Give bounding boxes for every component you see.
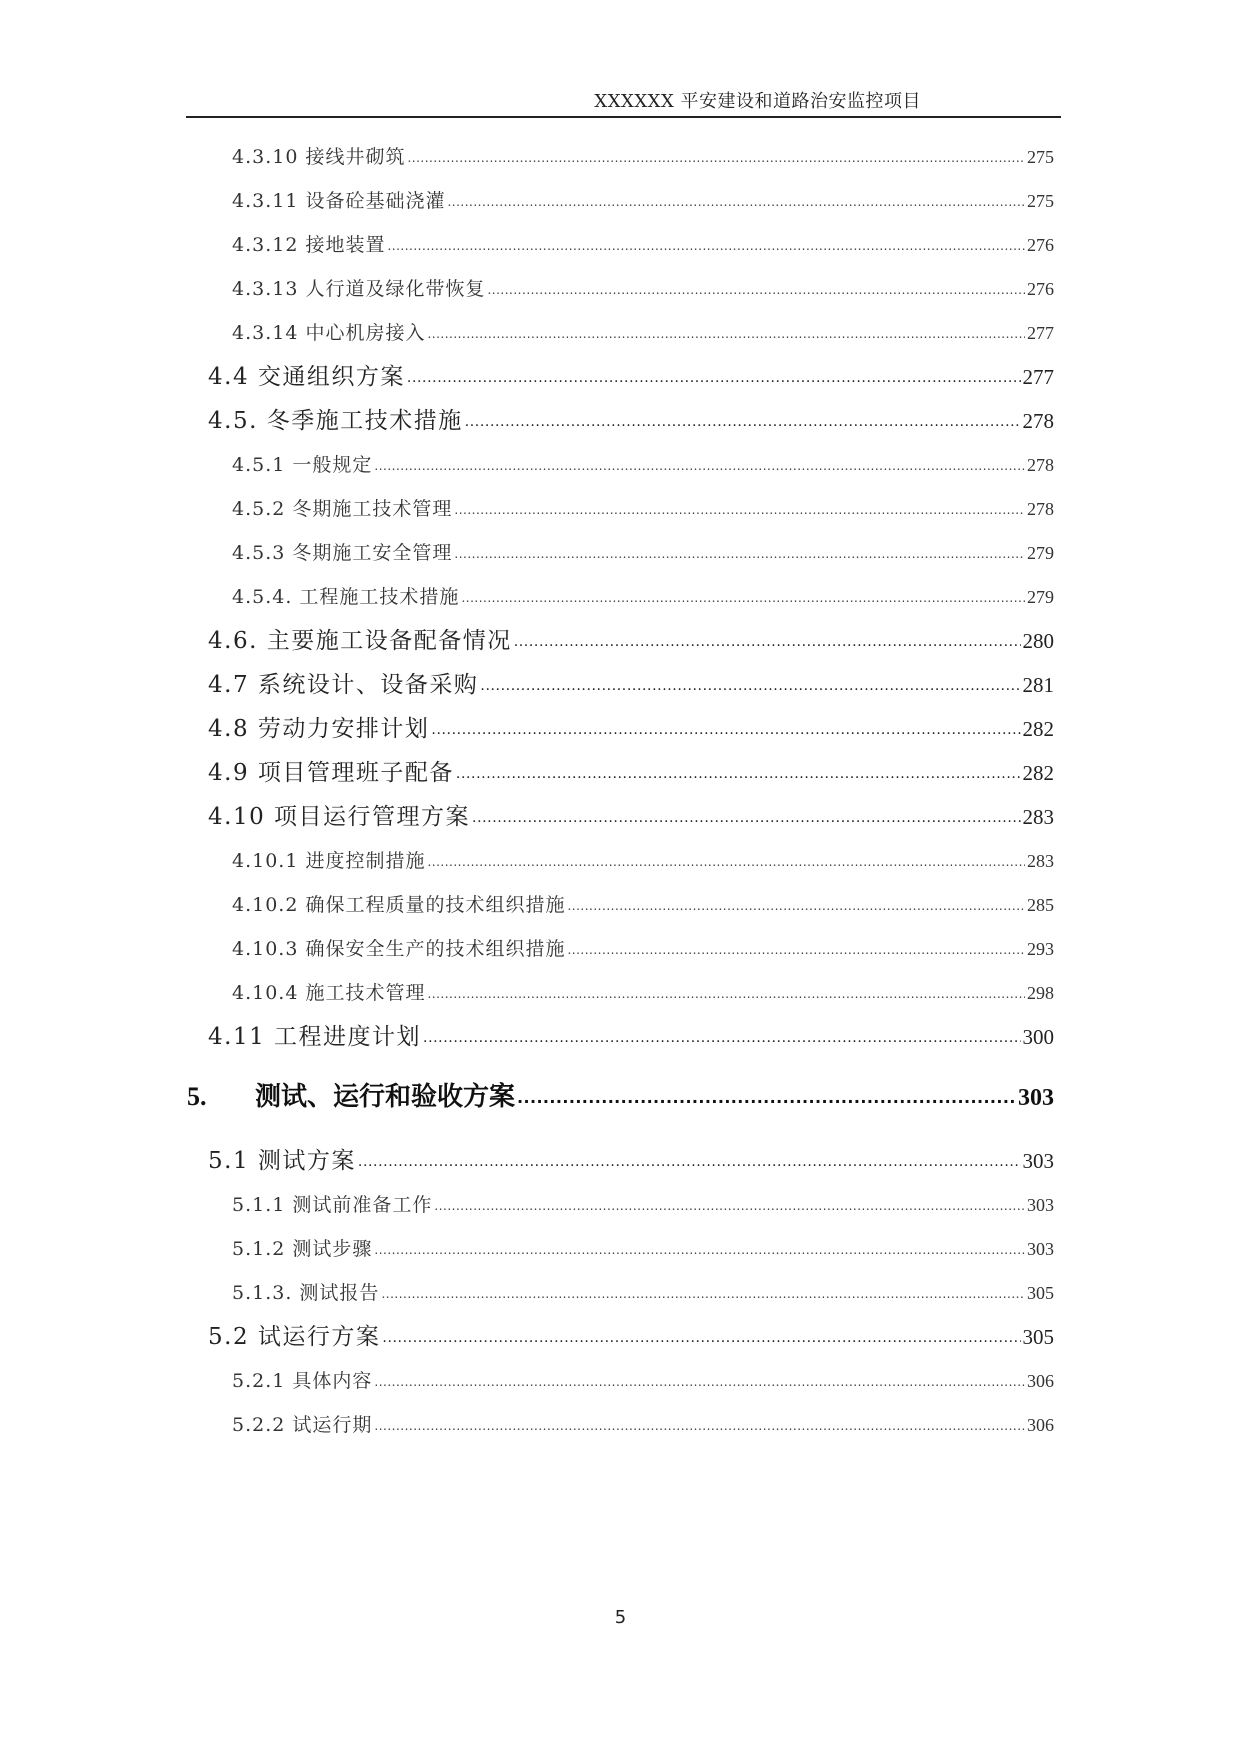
toc-entry-page: 293 bbox=[1027, 939, 1054, 959]
dot-leader bbox=[381, 1280, 1025, 1299]
toc-entry-label: 4.10 项目运行管理方案 bbox=[208, 804, 471, 830]
toc-entry-label: 5.2.2 试运行期 bbox=[232, 1414, 373, 1436]
dot-leader bbox=[387, 232, 1025, 251]
toc-entry-label: 4.5.2 冬期施工技术管理 bbox=[232, 498, 453, 520]
toc-entry-label bbox=[187, 1076, 515, 1113]
dot-leader bbox=[374, 452, 1025, 471]
dot-leader bbox=[427, 320, 1025, 339]
toc-entry[interactable] bbox=[208, 358, 1054, 391]
dot-leader bbox=[427, 980, 1025, 999]
toc-entry-page: 306 bbox=[1027, 1415, 1054, 1435]
toc-entry-page: 277 bbox=[1022, 365, 1054, 389]
toc-entry-page: 277 bbox=[1027, 323, 1054, 343]
dot-leader bbox=[358, 1145, 1021, 1168]
toc-entry-page: 282 bbox=[1022, 717, 1054, 741]
toc-entry[interactable] bbox=[232, 494, 1054, 521]
toc-entry-page: 305 bbox=[1027, 1283, 1054, 1303]
toc-entry-page: 303 bbox=[1022, 1149, 1054, 1173]
page-header bbox=[186, 84, 1061, 118]
toc-entry-page: 303 bbox=[1027, 1195, 1054, 1215]
toc-entry-page: 283 bbox=[1022, 805, 1054, 829]
toc-entry-label: 5.1.1 测试前准备工作 bbox=[232, 1194, 433, 1216]
dot-leader bbox=[407, 361, 1021, 384]
dot-leader bbox=[454, 496, 1025, 515]
toc-entry-page: 278 bbox=[1027, 499, 1054, 519]
toc-entry-label: 4.7 系统设计、设备采购 bbox=[208, 672, 479, 698]
toc-entry-page: 282 bbox=[1022, 761, 1054, 785]
toc-entry-page: 280 bbox=[1022, 629, 1054, 653]
dot-leader bbox=[427, 848, 1025, 867]
toc-entry-label: 4.11 工程进度计划 bbox=[208, 1024, 422, 1050]
dot-leader bbox=[517, 1079, 1016, 1105]
toc-entry[interactable] bbox=[232, 1234, 1054, 1261]
toc-entry-page: 283 bbox=[1027, 851, 1054, 871]
toc-entry-label: 4.5.1 一般规定 bbox=[232, 454, 373, 476]
toc-entry[interactable] bbox=[208, 798, 1054, 831]
toc-entry-label: 4.3.13 人行道及绿化带恢复 bbox=[232, 278, 486, 300]
dot-leader bbox=[461, 584, 1025, 603]
toc-entry-page: 279 bbox=[1027, 587, 1054, 607]
toc-entry[interactable] bbox=[232, 1278, 1054, 1305]
toc-entry[interactable] bbox=[232, 1190, 1054, 1217]
toc-entry-label: 5.1.3. 测试报告 bbox=[232, 1282, 380, 1304]
dot-leader bbox=[465, 405, 1021, 428]
toc-entry[interactable] bbox=[208, 666, 1054, 699]
toc-entry-label: 4.10.3 确保安全生产的技术组织措施 bbox=[232, 938, 566, 960]
toc-entry-page: 281 bbox=[1022, 673, 1054, 697]
toc-entry-label: 4.3.12 接地装置 bbox=[232, 234, 386, 256]
toc-entry-page: 306 bbox=[1027, 1371, 1054, 1391]
toc-entry[interactable] bbox=[232, 582, 1054, 609]
toc-entry-page: 276 bbox=[1027, 235, 1054, 255]
toc-entry-page: 275 bbox=[1027, 147, 1054, 167]
dot-leader bbox=[456, 757, 1021, 780]
toc-entry-page: 275 bbox=[1027, 191, 1054, 211]
toc-entry[interactable] bbox=[232, 142, 1054, 169]
toc-entry[interactable] bbox=[232, 846, 1054, 873]
toc-entry[interactable] bbox=[232, 934, 1054, 961]
toc-entry[interactable] bbox=[232, 1410, 1054, 1437]
toc-entry-label: 4.4 交通组织方案 bbox=[208, 364, 405, 390]
toc-entry-label: 5.2 试运行方案 bbox=[208, 1324, 381, 1350]
toc-entry-label: 5.2.1 具体内容 bbox=[232, 1370, 373, 1392]
toc-entry[interactable] bbox=[208, 754, 1054, 787]
dot-leader bbox=[567, 936, 1025, 955]
toc-entry[interactable] bbox=[208, 1142, 1054, 1175]
dot-leader bbox=[472, 801, 1020, 824]
dot-leader bbox=[382, 1321, 1020, 1344]
dot-leader bbox=[374, 1236, 1025, 1255]
dot-leader bbox=[374, 1412, 1025, 1431]
toc-entry[interactable] bbox=[208, 622, 1054, 655]
toc-entry-page: 278 bbox=[1022, 409, 1054, 433]
dot-leader bbox=[514, 625, 1021, 648]
toc-entry-label: 4.5. 冬季施工技术措施 bbox=[208, 408, 463, 434]
dot-leader bbox=[567, 892, 1025, 911]
toc-entry[interactable] bbox=[232, 186, 1054, 213]
toc-entry-label: 4.5.3 冬期施工安全管理 bbox=[232, 542, 453, 564]
toc-entry[interactable] bbox=[232, 318, 1054, 345]
toc-entry-page: 300 bbox=[1022, 1025, 1054, 1049]
toc-entry-label: 4.3.11 设备砼基础浇灌 bbox=[232, 190, 446, 212]
toc-entry-label: 4.5.4. 工程施工技术措施 bbox=[232, 586, 460, 608]
dot-leader bbox=[447, 188, 1025, 207]
dot-leader bbox=[407, 144, 1025, 163]
toc-entry[interactable] bbox=[232, 230, 1054, 257]
toc-chapter-title: 测试、运行和验收方案 bbox=[255, 1082, 516, 1112]
dot-leader bbox=[431, 713, 1020, 736]
toc-chapter-number: 5. bbox=[187, 1082, 207, 1111]
toc-entry-label: 4.8 劳动力安排计划 bbox=[208, 716, 430, 742]
toc-entry[interactable] bbox=[232, 1366, 1054, 1393]
toc-entry-page: 278 bbox=[1027, 455, 1054, 475]
toc-entry-label: 4.10.2 确保工程质量的技术组织措施 bbox=[232, 894, 566, 916]
dot-leader bbox=[454, 540, 1025, 559]
dot-leader bbox=[423, 1021, 1020, 1044]
dot-leader bbox=[480, 669, 1020, 692]
toc-entry-page: 276 bbox=[1027, 279, 1054, 299]
toc-entry[interactable] bbox=[208, 710, 1054, 743]
dot-leader bbox=[374, 1368, 1025, 1387]
toc-entry-label: 5.1 测试方案 bbox=[208, 1148, 356, 1174]
header-title: XXXXXX 平安建设和道路治安监控项目 bbox=[594, 91, 921, 112]
toc-entry-page: 305 bbox=[1022, 1325, 1054, 1349]
toc-entry-label: 5.1.2 测试步骤 bbox=[232, 1238, 373, 1260]
toc-entry[interactable] bbox=[208, 1318, 1054, 1351]
dot-leader bbox=[434, 1192, 1025, 1211]
toc-entry-label: 4.6. 主要施工设备配备情况 bbox=[208, 628, 512, 654]
toc-entry-label: 4.3.14 中心机房接入 bbox=[232, 322, 426, 344]
toc-entry[interactable] bbox=[208, 402, 1054, 435]
toc-entry-page: 279 bbox=[1027, 543, 1054, 563]
toc-entry[interactable] bbox=[187, 1076, 1054, 1113]
toc-entry[interactable] bbox=[232, 274, 1054, 301]
toc-entry-label: 4.10.1 进度控制措施 bbox=[232, 850, 426, 872]
toc-entry[interactable] bbox=[232, 978, 1054, 1005]
toc-entry[interactable] bbox=[232, 450, 1054, 477]
dot-leader bbox=[487, 276, 1025, 295]
toc-entry-page: 303 bbox=[1027, 1239, 1054, 1259]
toc-entry-label: 4.9 项目管理班子配备 bbox=[208, 760, 454, 786]
toc-entry[interactable] bbox=[208, 1018, 1054, 1051]
page-number: 5 bbox=[614, 1607, 627, 1628]
toc-entry[interactable] bbox=[232, 538, 1054, 565]
toc-entry-label: 4.3.10 接线井砌筑 bbox=[232, 146, 406, 168]
toc-entry-page: 303 bbox=[1018, 1085, 1054, 1111]
toc-entry[interactable] bbox=[232, 890, 1054, 917]
toc-entry-page: 298 bbox=[1027, 983, 1054, 1003]
toc-entry-page: 285 bbox=[1027, 895, 1054, 915]
toc-entry-label: 4.10.4 施工技术管理 bbox=[232, 982, 426, 1004]
